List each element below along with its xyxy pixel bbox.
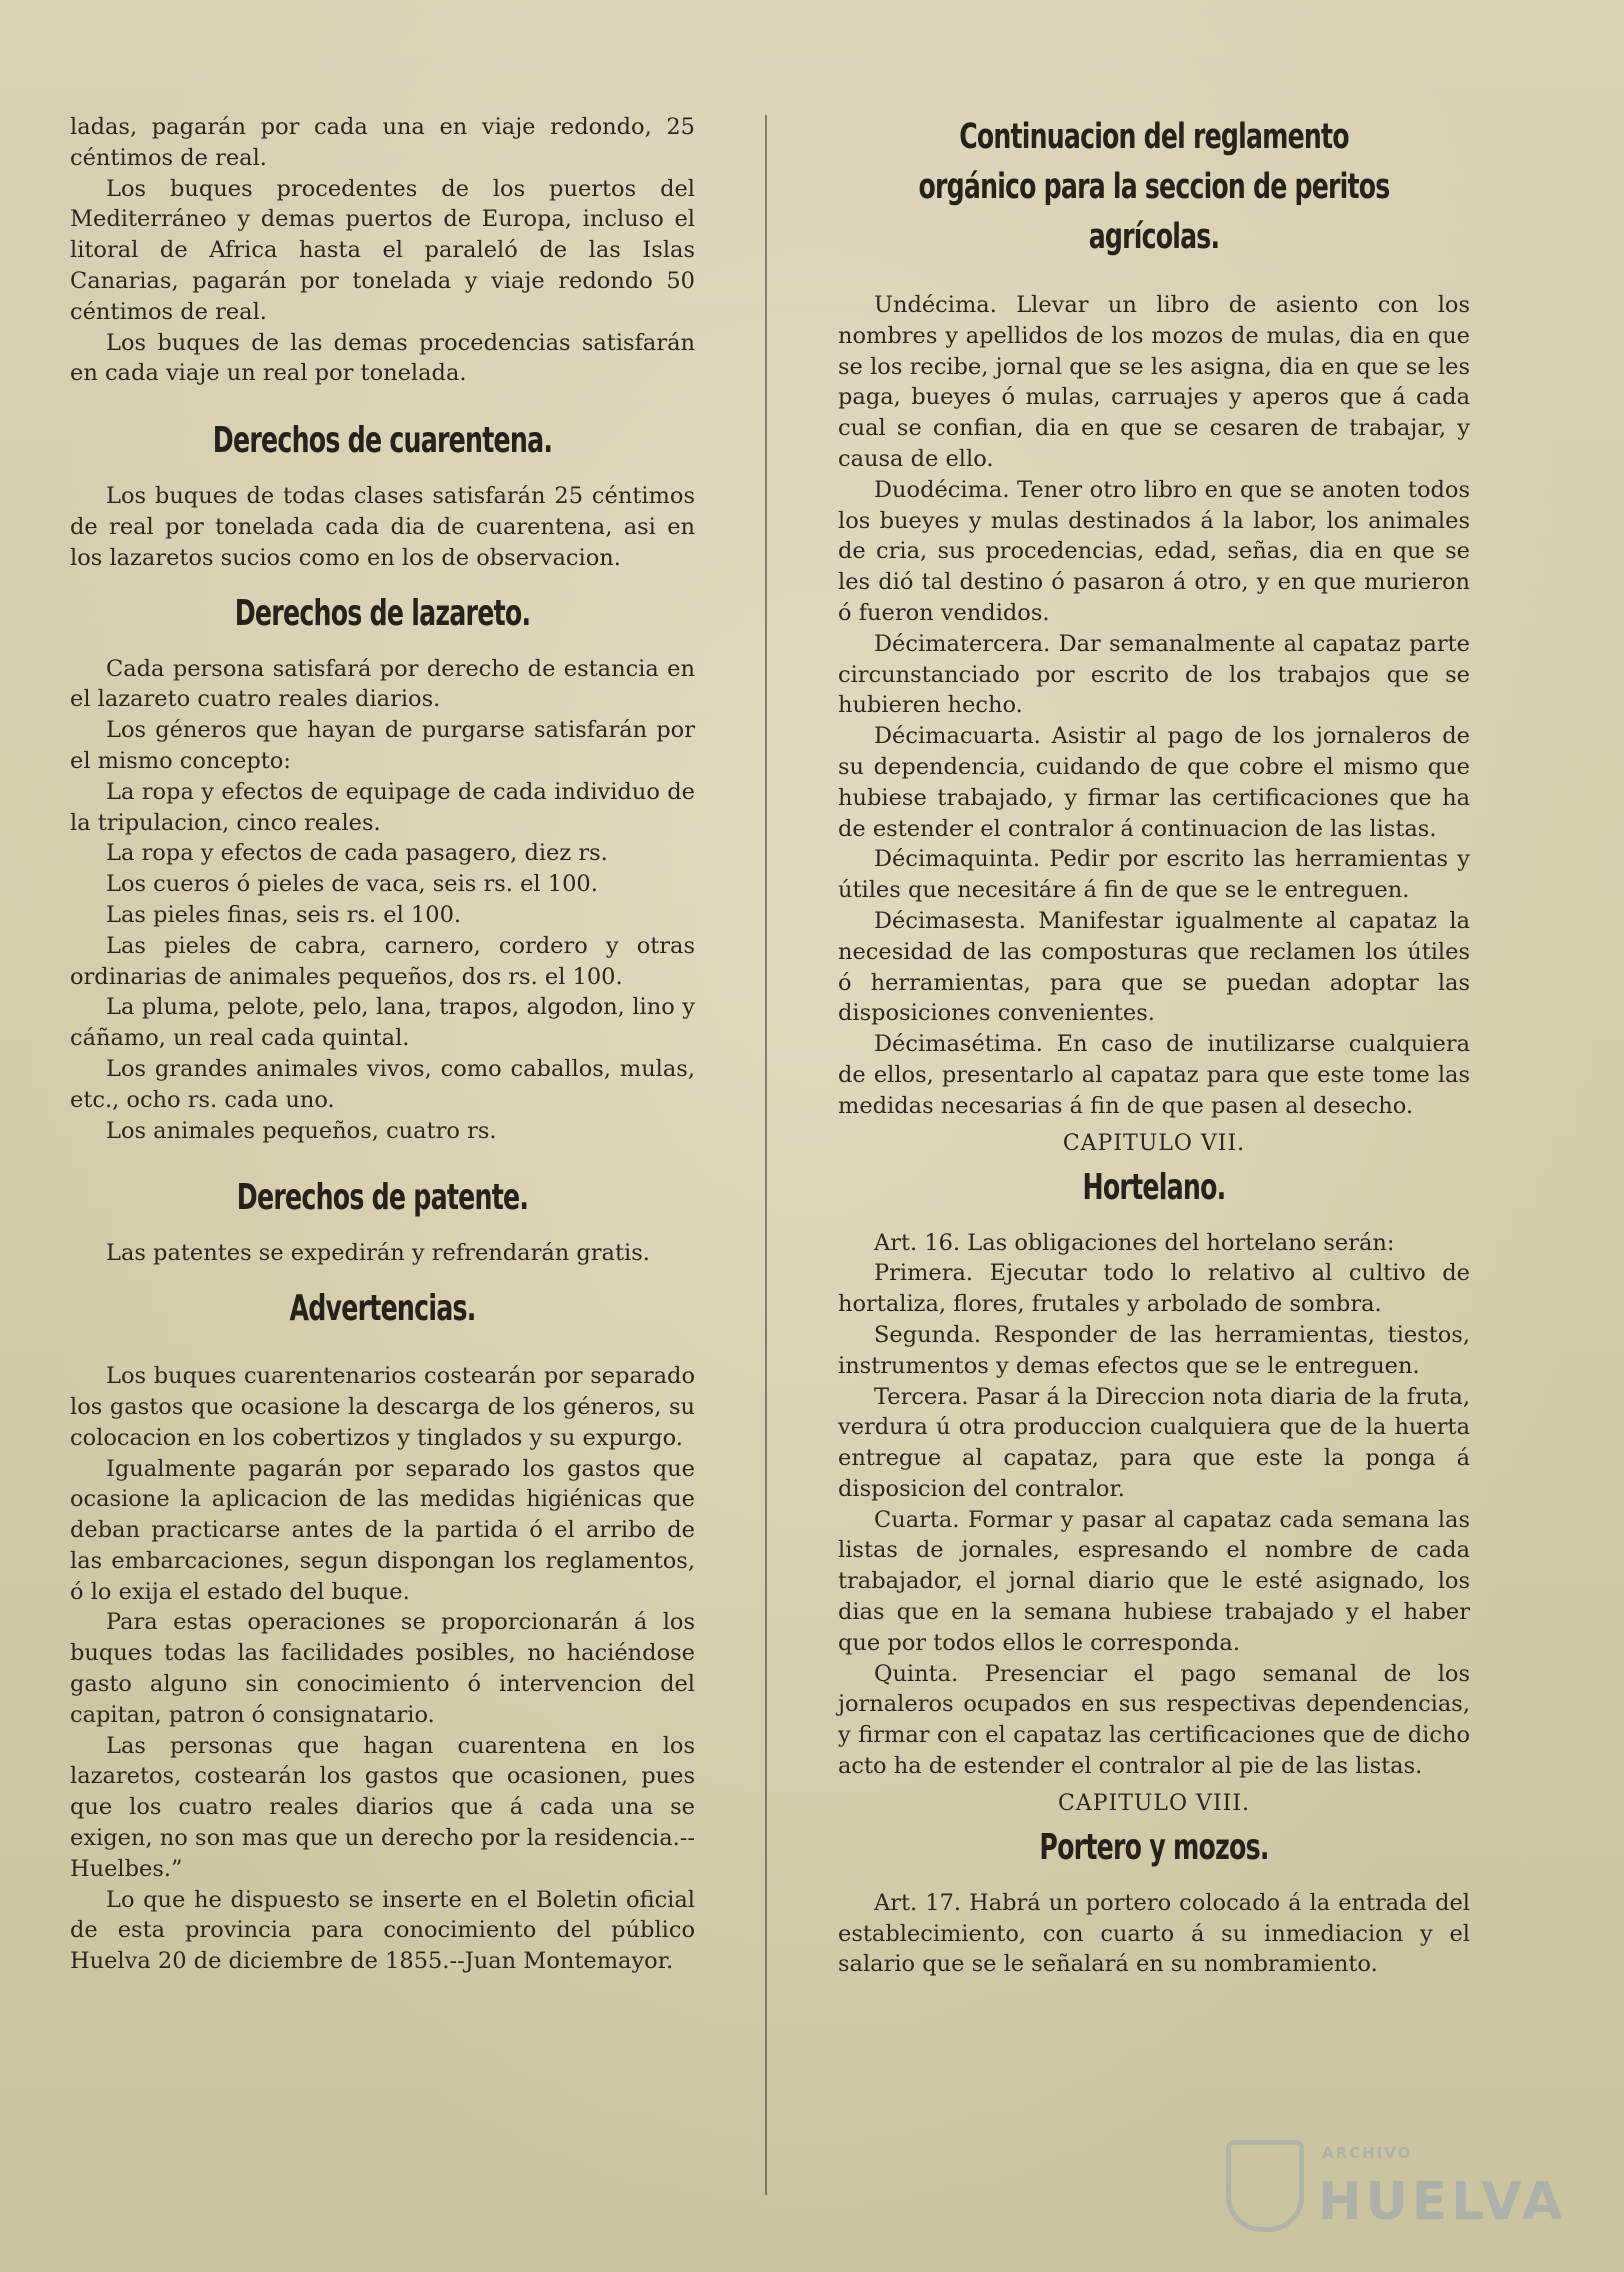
paragraph-decimacuarta: Décimacuarta. Asistir al pago de los jornaleros de su dependencia, cuidando de que cobre el mismo que hubiese trabajado, y firmar las certificaciones que ha de estender el contralor á continuacion de las listas.	[838, 723, 1470, 842]
paragraph-cuarentena: Los buques de todas clases satisfarán 25 céntimos de real por tonelada cada dia de cuarentena, asi en los lazaretos sucios como en los de observacion.	[70, 483, 695, 571]
paragraph-decimasetima: Décimasétima. En caso de inutilizarse cualquiera de ellos, presentarlo al capataz para que este tome las medidas necesarias á fin de que pasen al desecho.	[838, 1031, 1470, 1119]
paragraph-ropa-tripulacion: La ropa y efectos de equipage de cada individuo de la tripulacion, cinco reales.	[70, 778, 695, 836]
paragraph-continuation: ladas, pagarán por cada una en viaje redondo, 25 céntimos de real.	[70, 114, 695, 171]
heading-hortelano: Hortelano.	[1082, 1166, 1226, 1208]
chapter-vii: CAPITULO VII.	[1062, 1130, 1246, 1156]
heading-derechos-patente: Derechos de patente.	[236, 1177, 529, 1219]
paragraph-primera: Primera. Ejecutar todo lo relativo al cultivo de hortaliza, flores, frutales y arbolado de sombra.	[838, 1260, 1470, 1318]
paragraph-tercera: Tercera. Pasar á la Direccion nota diaria de la fruta, verdura ú otra produccion cualquiera que de la huerta entregue al capataz, para que este la ponga á disposicion del contralor.	[838, 1383, 1470, 1502]
paragraph-decimasesta: Décimasesta. Manifestar igualmente al capataz la necesidad de las composturas que reclamen los útiles ó herramientas, para que se puedan adoptar las disposiciones convenientes.	[838, 907, 1470, 1027]
paragraph-decimaquinta: Décimaquinta. Pedir por escrito las herramientas y útiles que necesitáre á fin de que se le entreguen.	[838, 846, 1470, 904]
heading-reglamento: Continuacion del reglamento orgánico para la seccion de peritos agrícolas.	[918, 117, 1390, 257]
chapter-viii: CAPITULO VIII.	[1057, 1790, 1251, 1816]
paragraph-pieles-finas: Las pieles finas, seis rs. el 100.	[106, 901, 462, 928]
paragraph-grandes-animales: Los grandes animales vivos, como caballos, mulas, etc., ocho rs. cada uno.	[70, 1055, 695, 1113]
paragraph-cuarta: Cuarta. Formar y pasar al capataz cada semana las listas de jornales, espresando el nombre de cada trabajador, el jornal diario que le esté asignado, los dias que en la semana hubiese trabajado y el haber que por todos ellos le corresponda.	[838, 1506, 1470, 1656]
paragraph-igualmente: Igualmente pagarán por separado los gastos que ocasione la aplicacion de las medidas higiénicas que deban practicarse antes de la partida ó el arribo de las embarcaciones, segun dispongan los reglamentos, ó lo exija el estado del buque.	[70, 1455, 695, 1605]
heading-derechos-cuarentena: Derechos de cuarentena.	[212, 420, 553, 462]
coat-of-arms-icon	[1226, 2140, 1304, 2232]
watermark-name: HUELVA	[1318, 2172, 1567, 2232]
paragraph-boletin: Lo que he dispuesto se inserte en el Boletin oficial de esta provincia para conocimiento del público Huelva 20 de diciembre de 1855.--Juan Montemayor.	[70, 1886, 695, 1975]
paragraph-art-17: Art. 17. Habrá un portero colocado á la entrada del establecimiento, con cuarto á su inmediacion y el salario que se le señalará en su nombramiento.	[838, 1889, 1470, 1978]
paragraph-pluma: La pluma, pelote, pelo, lana, trapos, algodon, lino y cáñamo, un real cada quintal.	[70, 994, 695, 1052]
paragraph-cuarentenarios: Los buques cuarentenarios costearán por separado los gastos que ocasione la descarga de los géneros, su colocacion en los cobertizos y tinglados y su expurgo.	[70, 1363, 695, 1451]
paragraph-personas: Las personas que hagan cuarentena en los lazaretos, costearán los gastos que ocasionen, pues que los cuatro reales diarios que á cada una se exigen, no son mas que un derecho por la residencia.--Huelbes.”	[70, 1732, 695, 1882]
heading-advertencias: Advertencias.	[289, 1288, 476, 1330]
paragraph-undecima: Undécima. Llevar un libro de asiento con los nombres y apellidos de los mozos de mulas, dia en que se los recibe, jornal que se les asigna, dia en que se les paga, bueyes ó mulas, carruajes y aperos que á cada cual se confian, dia en que se cesaren de trabajar, y causa de ello.	[838, 292, 1470, 472]
paragraph-operaciones: Para estas operaciones se proporcionarán á los buques todas las facilidades posibles, no haciéndose gasto alguno sin conocimiento ó intervencion del capitan, patron ó consignatario.	[70, 1609, 695, 1728]
paragraph-segunda: Segunda. Responder de las herramientas, tiestos, instrumentos y demas efectos que se le entreguen.	[838, 1321, 1470, 1379]
paragraph-patentes: Las patentes se expedirán y refrendarán gratis.	[106, 1240, 650, 1267]
paragraph-generos: Los géneros que hayan de purgarse satisfarán por el mismo concepto:	[70, 717, 695, 774]
paragraph-quinta: Quinta. Presenciar el pago semanal de los jornaleros ocupados en sus respectivas dependencias, y firmar con el capataz las certificaciones que de dicho acto ha de estender el contralor al pie de las listas.	[838, 1660, 1470, 1780]
paragraph-art-16: Art. 16. Las obligaciones del hortelano serán:	[874, 1229, 1395, 1256]
heading-portero: Portero y mozos.	[1039, 1826, 1269, 1868]
paragraph-ropa-pasagero: La ropa y efectos de cada pasagero, diez rs.	[106, 840, 608, 867]
watermark-label: ARCHIVO	[1322, 2144, 1413, 2162]
column-divider	[765, 115, 767, 2195]
paragraph-demas-procedencias: Los buques de las demas procedencias satisfarán en cada viaje un real por tonelada.	[70, 329, 695, 387]
paragraph-mediterraneo: Los buques procedentes de los puertos del Mediterráneo y demas puertos de Europa, incluso el litoral de Africa hasta el paraleló de las Islas Canarias, pagarán por tonelada y viaje redondo 50 céntimos de real.	[70, 175, 695, 325]
heading-derechos-lazareto: Derechos de lazareto.	[234, 592, 531, 634]
paragraph-estancia: Cada persona satisfará por derecho de estancia en el lazareto cuatro reales diarios.	[70, 655, 695, 713]
paragraph-cueros: Los cueros ó pieles de vaca, seis rs. el 100.	[106, 871, 598, 898]
paragraph-decimatercera: Décimatercera. Dar semanalmente al capataz parte circunstanciado por escrito de los trabajos que se hubieren hecho.	[838, 630, 1470, 719]
paragraph-pieles-cabra: Las pieles de cabra, carnero, cordero y otras ordinarias de animales pequeños, dos rs. el 100.	[70, 932, 695, 990]
paragraph-animales-pequenos: Los animales pequeños, cuatro rs.	[106, 1117, 497, 1144]
left-column	[70, 112, 695, 1977]
right-column	[838, 112, 1470, 1980]
paragraph-duodecima: Duodécima. Tener otro libro en que se anoten todos los bueyes y mulas destinados á la labor, los animales de cria, sus procedencias, edad, señas, dia en que se les dió tal destino ó pasaron á otro, y en que murieron ó fueron vendidos.	[838, 476, 1470, 626]
archive-watermark	[1226, 2132, 1567, 2242]
